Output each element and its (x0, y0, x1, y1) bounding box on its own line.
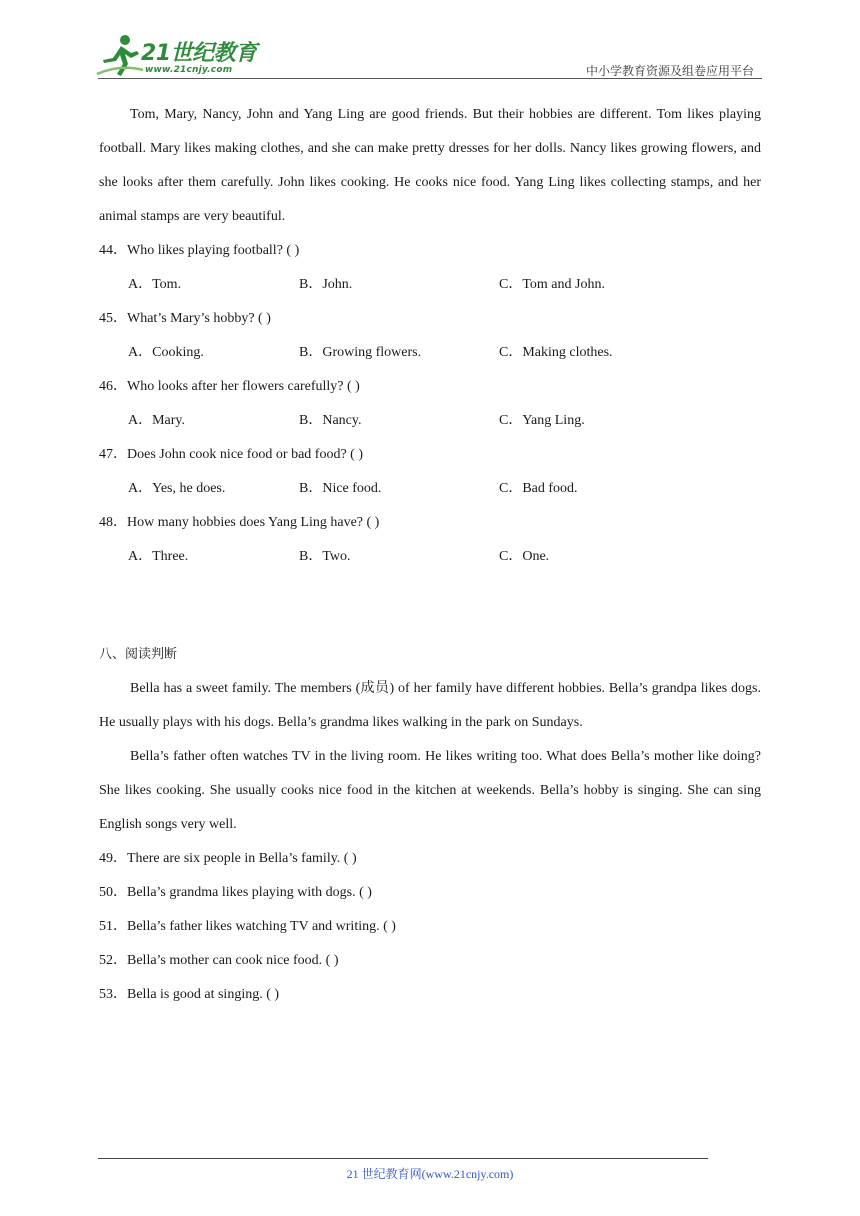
header-divider (98, 78, 762, 79)
question-46: 46．Who looks after her flowers carefully? ( ) (99, 379, 360, 394)
statement-51: 51．Bella’s father likes watching TV and writing. ( ) (99, 919, 396, 934)
statement-49: 49．There are six people in Bella’s family. ( ) (99, 851, 357, 866)
option-b: B．Two. (299, 549, 351, 564)
question-48: 48．How many hobbies does Yang Ling have? ( ) (99, 515, 380, 530)
logo-url: www.21cnjy.com (145, 65, 233, 75)
option-a: A．Cooking. (128, 345, 204, 360)
option-c: C．Making clothes. (499, 345, 613, 360)
reading-passage: Tom, Mary, Nancy, John and Yang Ling are good friends. But their hobbies are different. Tom likes playing football. Mary likes making clothes, and she can make pretty dresses for her dolls. Nancy likes growing flowers, and she looks after them carefully. John likes cooking. He cooks nice food. Yang Ling likes collecting stamps, and her animal stamps are very beautiful. (99, 107, 761, 224)
option-c: C．Tom and John. (499, 277, 605, 292)
page-header (0, 0, 860, 80)
options-45 (99, 336, 761, 370)
option-a: A．Yes, he does. (128, 481, 226, 496)
option-a: A．Three. (128, 549, 189, 564)
footer-divider (98, 1158, 708, 1159)
header-platform-text: 中小学教育资源及组卷应用平台 (585, 64, 754, 78)
statement-50: 50．Bella’s grandma likes playing with dogs. ( ) (99, 885, 372, 900)
options-48 (99, 540, 761, 574)
footer-text: 21 世纪教育网(www.21cnjy.com) (346, 1167, 514, 1181)
question-47: 47．Does John cook nice food or bad food? ( ) (99, 447, 363, 462)
option-c: C．One. (499, 549, 550, 564)
options-44 (99, 268, 761, 302)
option-b: B．Growing flowers. (299, 345, 422, 360)
site-logo (95, 34, 260, 78)
reading-passage-2-para-1: Bella has a sweet family. The members (成员) of her family have different hobbies. Bella’s grandpa likes dogs. He usually plays with his dogs. Bella’s grandma likes walking in the park on Sundays. (99, 681, 761, 730)
option-c: C．Yang Ling. (499, 413, 585, 428)
logo-text: 21世纪教育 (141, 41, 257, 66)
option-a: A．Mary. (128, 413, 186, 428)
question-44: 44．Who likes playing football? ( ) (99, 243, 300, 258)
section-title: 八、阅读判断 (99, 647, 178, 662)
option-b: B．Nancy. (299, 413, 362, 428)
statement-53: 53．Bella is good at singing. ( ) (99, 987, 280, 1002)
statement-52: 52．Bella’s mother can cook nice food. ( ) (99, 953, 339, 968)
document-body (99, 98, 761, 1012)
question-45: 45．What’s Mary’s hobby? ( ) (99, 311, 271, 326)
option-a: A．Tom. (128, 277, 182, 292)
option-c: C．Bad food. (499, 481, 578, 496)
reading-passage-2-para-2: Bella’s father often watches TV in the living room. He likes writing too. What does Bella’s mother like doing? She likes cooking. She usually cooks nice food in the kitchen at weekends. Bella’s hobby is singing. She can sing English songs very well. (99, 749, 761, 832)
options-46 (99, 404, 761, 438)
option-b: B．John. (299, 277, 353, 292)
runner-logo-icon (95, 34, 145, 78)
options-47 (99, 472, 761, 506)
spacer (99, 574, 761, 632)
option-b: B．Nice food. (299, 481, 382, 496)
